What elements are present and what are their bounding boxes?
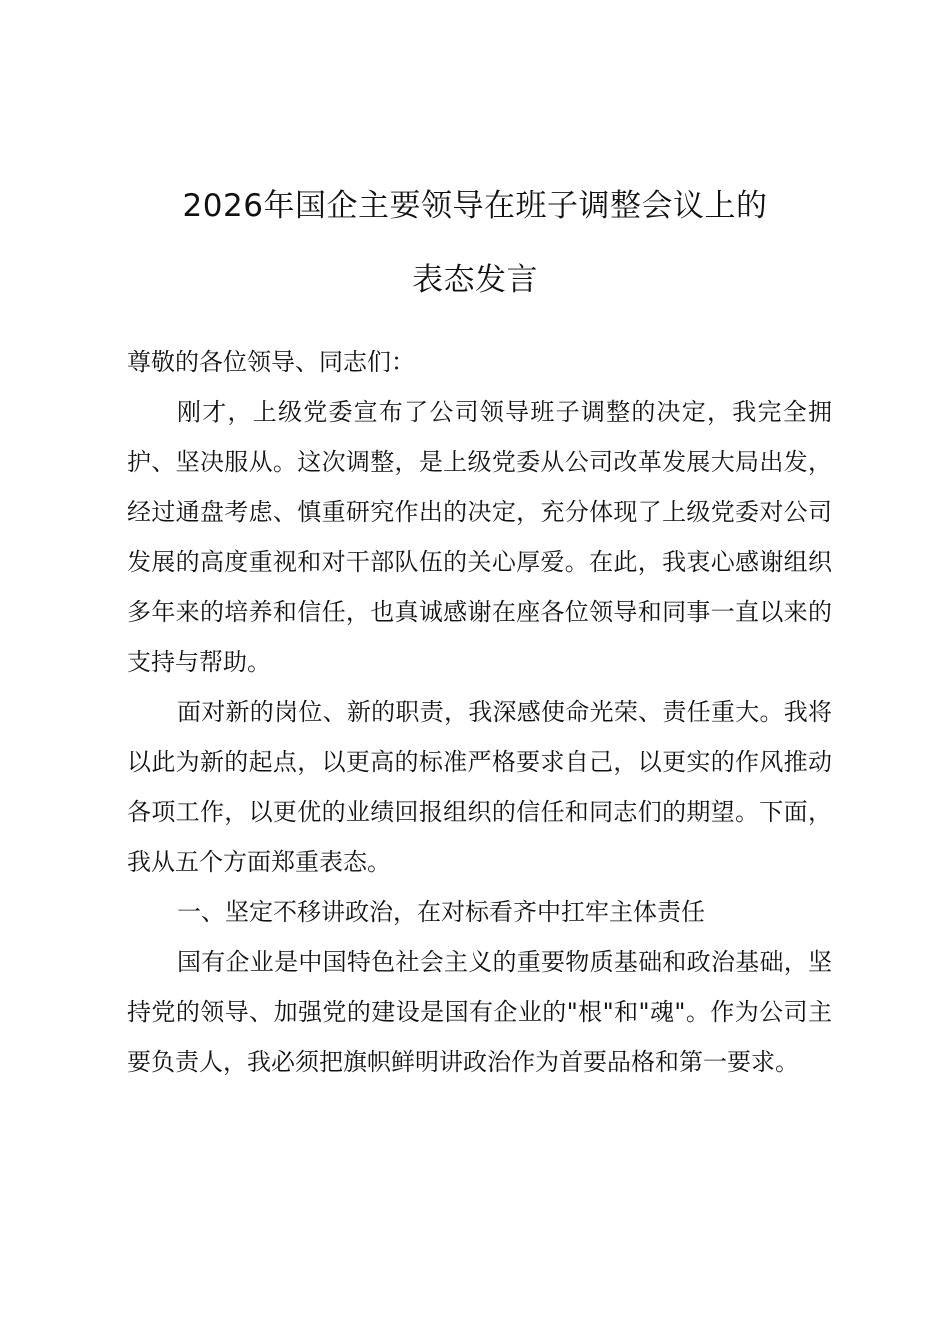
document-title-line-1: 2026年国企主要领导在班子调整会议上的: [182, 188, 768, 224]
section-1-heading: 一、坚定不移讲政治，在对标看齐中扛牢主体责任: [177, 898, 705, 926]
salutation: 尊敬的各位领导、同志们：: [127, 348, 415, 376]
section-1-paragraph: 国有企业是中国特色社会主义的重要物质基础和政治基础，坚持党的领导、加强党的建设是国有企业的"根"和"魂"。作为公司主要负责人，我必须把旗帜鲜明讲政治作为首要品格和第一要求。: [127, 948, 832, 1076]
paragraph-2: 面对新的岗位、新的职责，我深感使命光荣、责任重大。我将以此为新的起点，以更高的标准严格要求自己，以更实的作风推动各项工作，以更优的业绩回报组织的信任和同志们的期望。下面，我从五个方面郑重表态。: [127, 698, 832, 876]
document-title-line-2: 表态发言: [412, 262, 538, 298]
paragraph-1: 刚才，上级党委宣布了公司领导班子调整的决定，我完全拥护、坚决服从。这次调整，是上级党委从公司改革发展大局出发，经过通盘考虑、慎重研究作出的决定，充分体现了上级党委对公司发展的高度重视和对干部队伍的关心厚爱。在此，我衷心感谢组织多年来的培养和信任，也真诚感谢在座各位领导和同事一直以来的支持与帮助。: [127, 398, 832, 676]
document-body: [127, 337, 832, 1087]
